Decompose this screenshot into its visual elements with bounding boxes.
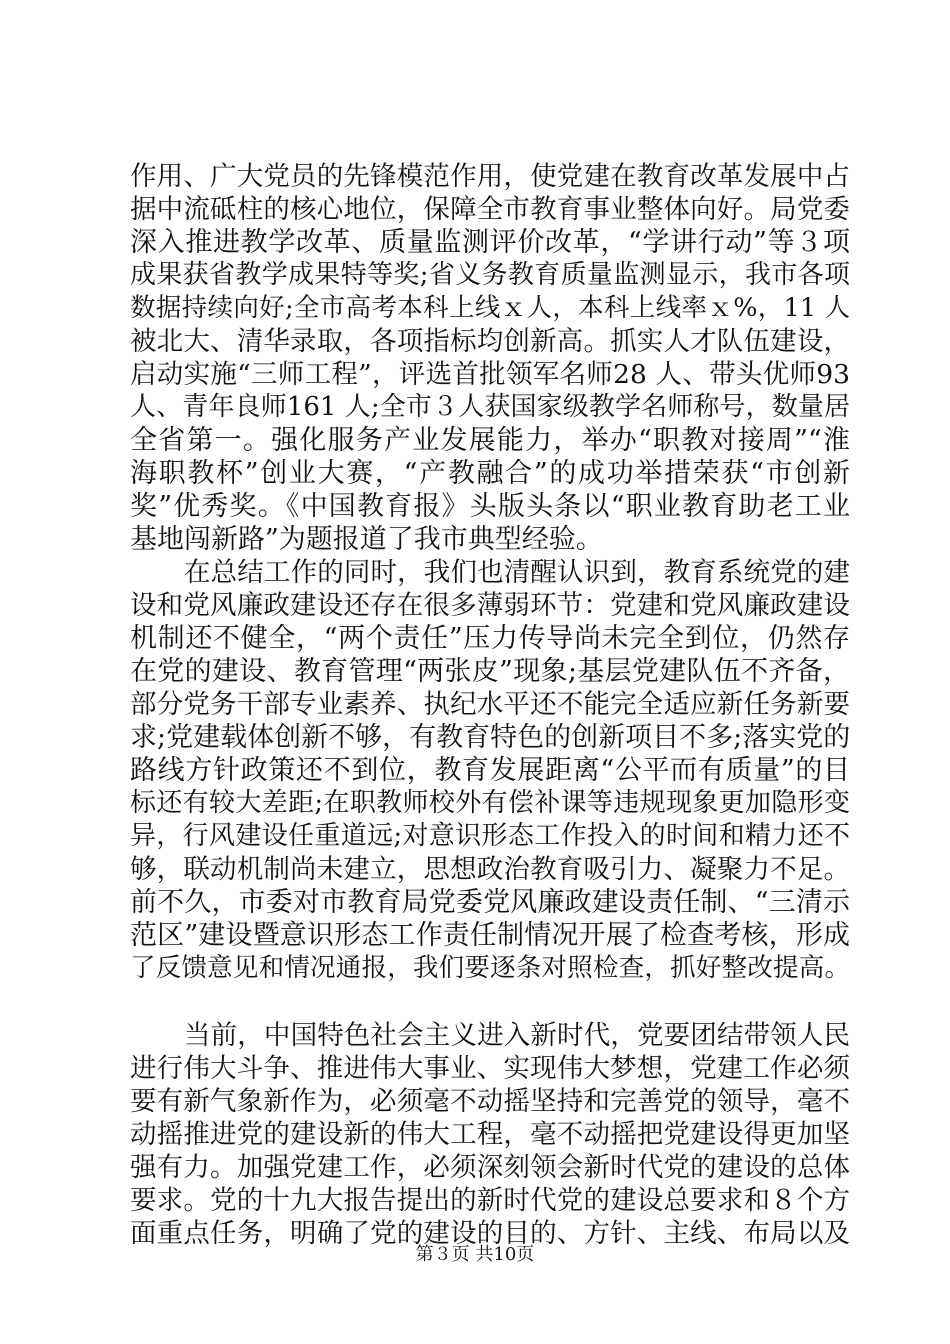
text-line: 基地闯新路”为题报道了我市典型经验。 [130,524,603,555]
text-line: 据中流砥柱的核心地位，保障全市教育事业整体向好。局党委 [130,194,850,225]
text-line: 要求。党的十九大报告提出的新时代党的建设总要求和８个方 [130,1185,850,1216]
text-line: 异，行风建设任重道远;对意识形态工作投入的时间和精力还不 [130,821,850,851]
text-line: 海职教杯”创业大赛，“产教融合”的成功举措荣获“市创新 [130,458,850,489]
text-line: 数据持续向好;全市高考本科上线ｘ人，本科上线率ｘ%，11 人 [130,293,850,323]
document-body [130,160,850,1250]
text-line: 部分党务干部专业素养、执纪水平还不能完全适应新任务新要 [130,689,850,720]
page-number-footer: 第３页 共10页 [415,1244,535,1265]
text-line: 成果获省教学成果特等奖;省义务教育质量监测显示，我市各项 [130,260,850,290]
text-line: 路线方针政策还不到位，教育发展距离“公平而有质量”的目 [130,755,850,786]
text-line: 深入推进教学改革、质量监测评价改革，“学讲行动”等３项 [130,227,850,258]
text-line: 全省第一。强化服务产业发展能力，举办“职教对接周”“淮 [130,425,850,456]
text-line: 求;党建载体创新不够，有教育特色的创新项目不多;落实党的 [130,722,851,753]
text-line: 够，联动机制尚未建立，思想政治教育吸引力、凝聚力不足。 [130,854,850,885]
text-line: 了反馈意见和情况通报，我们要逐条对照检查，抓好整改提高。 [130,953,850,983]
text-line: 范区”建设暨意识形态工作责任制情况开展了检查考核，形成 [130,920,850,951]
paragraph-2 [130,556,850,985]
text-line: 面重点任务，明确了党的建设的目的、方针、主线、布局以及 [130,1218,850,1249]
text-line: 标还有较大差距;在职教师校外有偿补课等违规现象更加隐形变 [130,788,850,818]
text-line: 被北大、清华录取，各项指标均创新高。抓实人才队伍建设， [130,326,850,357]
text-line: 动摇推进党的建设新的伟大工程，毫不动摇把党建设得更加坚 [130,1119,850,1150]
text-line: 进行伟大斗争、推进伟大事业、实现伟大梦想，党建工作必须 [130,1053,850,1084]
text-line: 在总结工作的同时，我们也清醒认识到，教育系统党的建 [184,557,850,588]
text-line: 前不久，市委对市教育局党委党风廉政建设责任制、“三清示 [130,887,850,918]
text-line: 在党的建设、教育管理“两张皮”现象;基层党建队伍不齐备， [130,656,850,687]
paragraph-spacer [130,985,850,1019]
text-line: 强有力。加强党建工作，必须深刻领会新时代党的建设的总体 [130,1152,850,1183]
text-line: 作用、广大党员的先锋模范作用，使党建在教育改革发展中占 [130,161,850,192]
text-line: 机制还不健全，“两个责任”压力传导尚未完全到位，仍然存 [130,623,850,654]
paragraph-1 [130,160,850,556]
text-line: 人、青年良师161 人;全市３人获国家级教学名师称号，数量居 [130,392,850,422]
text-line: 启动实施“三师工程”，评选首批领军名师28 人、带头优师93 [130,359,850,390]
text-line: 当前，中国特色社会主义进入新时代，党要团结带领人民 [184,1020,850,1051]
text-line: 奖”优秀奖。《中国教育报》头版头条以“职业教育助老工业 [130,491,850,522]
paragraph-3 [130,1019,850,1250]
text-line: 设和党风廉政建设还存在很多薄弱环节：党建和党风廉政建设 [130,590,850,621]
text-line: 要有新气象新作为，必须毫不动摇坚持和完善党的领导，毫不 [130,1086,850,1117]
